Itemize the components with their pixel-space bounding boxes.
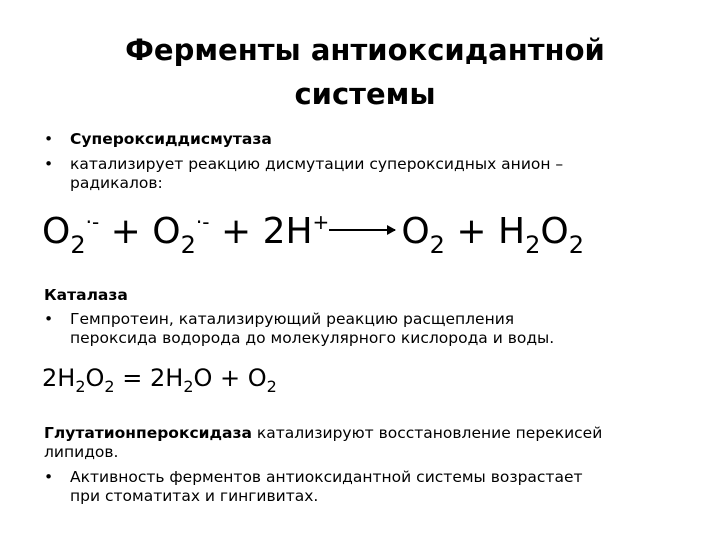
sod-desc-line-2: радикалов: — [70, 174, 163, 192]
eq2-sub-2: 2 — [104, 377, 115, 396]
dismutation-equation — [42, 208, 584, 259]
slide-title — [110, 28, 620, 116]
catalase-desc-line-1: Гемпротеин, катализирующий реакцию расщепления — [70, 310, 515, 328]
activity-line-2: при стоматитах и гингивитах. — [70, 487, 319, 505]
eq2-lhs-o: O — [85, 364, 105, 392]
title-line-1: Ферменты антиоксидантной — [125, 33, 605, 67]
eq1-sub-5: 2 — [568, 231, 584, 259]
eq2-sub-1: 2 — [75, 377, 86, 396]
activity-line-1: Активность ферментов антиоксидантной системы возрастает — [70, 468, 583, 486]
gpx-desc-rest: катализируют восстановление перекисей — [256, 424, 603, 442]
eq2-equals: = — [122, 364, 143, 392]
eq1-plus-2: + — [220, 211, 252, 252]
eq1-sub-1: 2 — [70, 231, 86, 259]
bullet-catalase-desc — [44, 310, 694, 350]
eq2-rhs-h: 2H — [149, 364, 184, 392]
eq1-radical-1: ·- — [85, 210, 100, 234]
eq1-sub-2: 2 — [180, 231, 196, 259]
eq1-sub-3: 2 — [429, 231, 445, 259]
eq1-sub-4: 2 — [525, 231, 541, 259]
eq1-o-1: O — [42, 211, 71, 252]
eq2-lhs-h: 2H — [42, 364, 76, 392]
eq1-o-3: O — [401, 211, 430, 252]
reaction-arrow-icon — [329, 229, 395, 231]
eq1-hydrogen: 2H — [262, 211, 313, 252]
gpx-desc-line-2: липидов. — [44, 443, 119, 461]
catalase-name: Каталаза — [44, 286, 128, 304]
eq1-plus-3: + — [456, 211, 487, 252]
bullet-sod-desc — [44, 155, 694, 195]
bullet-activity — [44, 468, 694, 508]
gpx-name: Глутатионпероксидаза — [44, 424, 252, 442]
eq1-plus-1: + — [110, 211, 141, 252]
eq2-sub-4: 2 — [266, 377, 277, 396]
eq1-proton-charge: + — [312, 210, 330, 234]
eq1-o-2: O — [152, 211, 181, 252]
catalase-desc-line-2: пероксида водорода до молекулярного кислорода и воды. — [70, 329, 555, 347]
bullet-dot: • — [44, 130, 54, 148]
bullet-sod-name — [44, 130, 694, 149]
gpx-desc-line-1 — [44, 424, 602, 443]
bullet-dot: • — [44, 468, 54, 486]
bullet-dot: • — [44, 155, 54, 173]
sod-name: Супероксиддисмутаза — [70, 130, 272, 148]
eq2-sub-3: 2 — [183, 377, 194, 396]
eq1-radical-2: ·- — [195, 210, 210, 234]
eq1-h: H — [498, 211, 526, 252]
sod-desc-line-1: катализирует реакцию дисмутации супероксидных анион – — [70, 155, 564, 173]
bullet-dot: • — [44, 310, 54, 328]
eq1-o-4: O — [540, 211, 569, 252]
eq2-rhs-o: O + O — [193, 364, 267, 392]
catalase-equation — [42, 362, 277, 394]
title-line-2: системы — [294, 77, 436, 111]
